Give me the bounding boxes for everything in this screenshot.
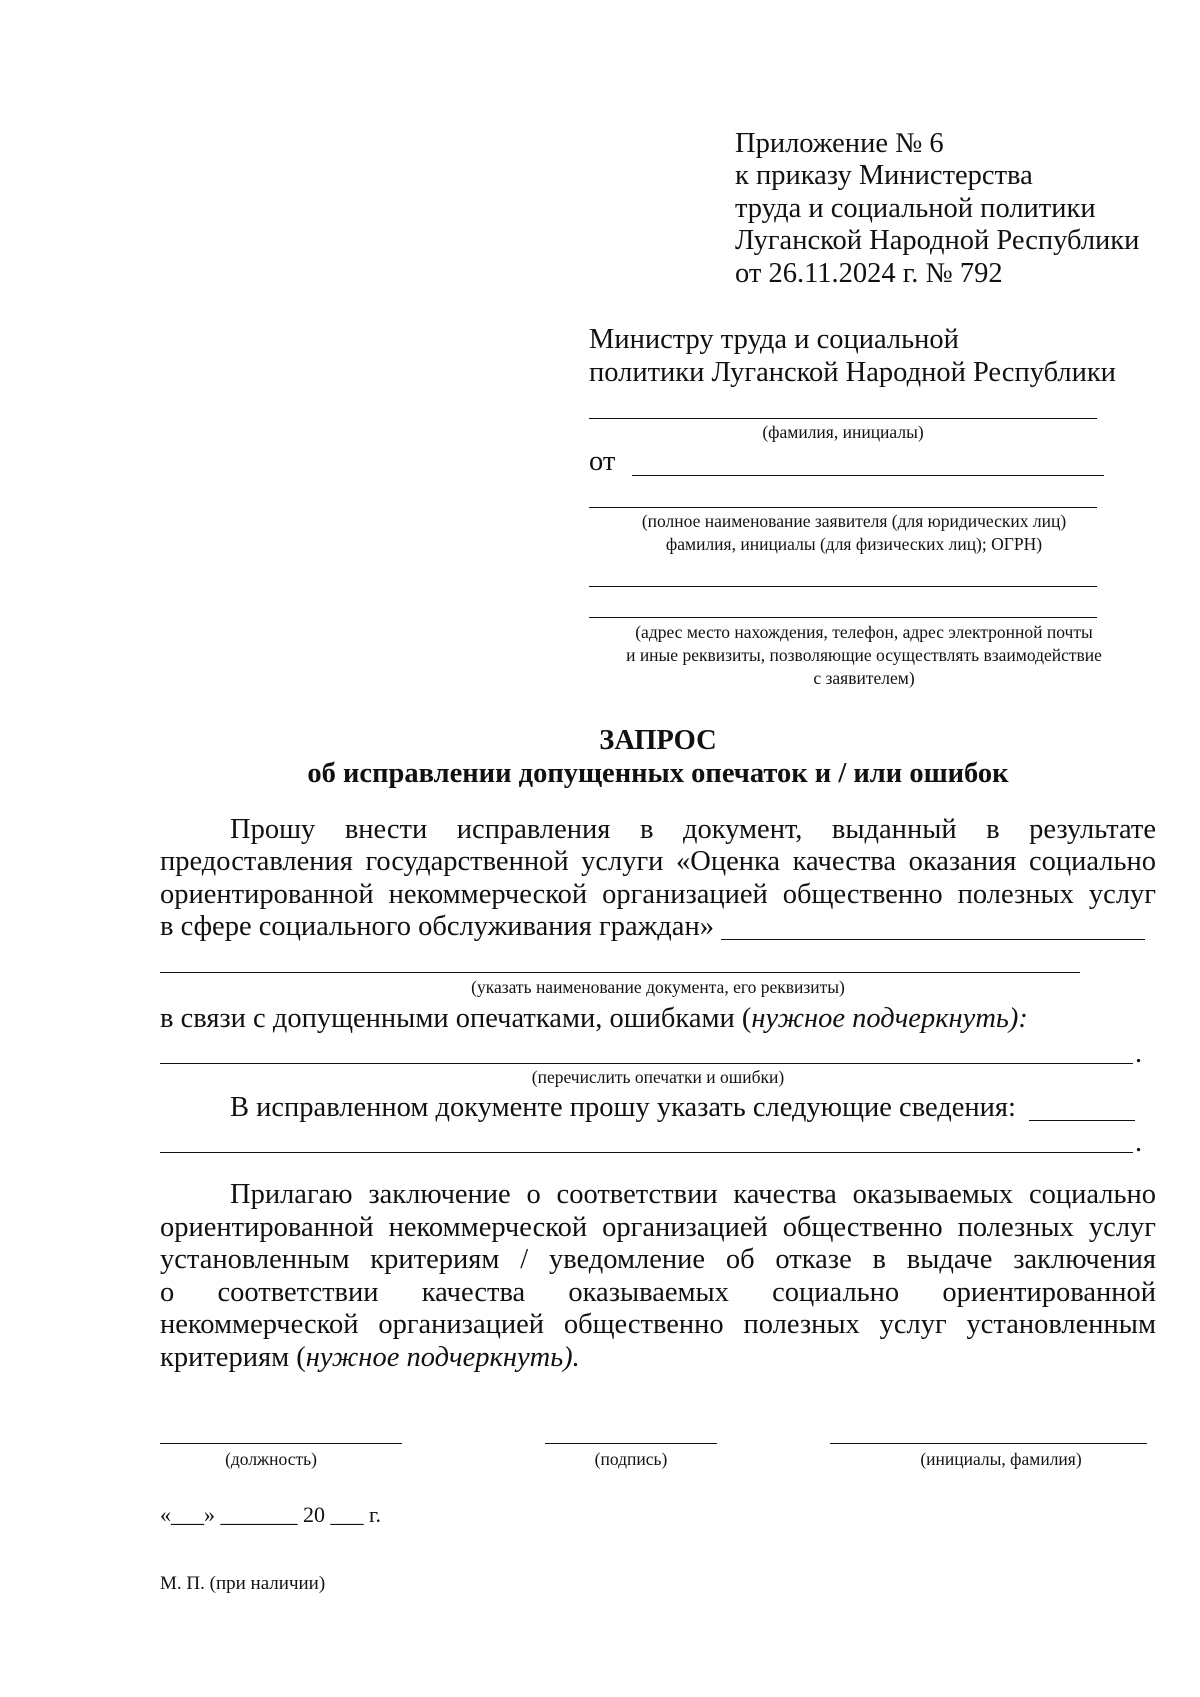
hint-signature: (подпись) xyxy=(594,1449,668,1469)
address-blank-line-1 xyxy=(589,586,1097,587)
p2-line-6 xyxy=(160,1342,580,1375)
p1-line-2: предоставления государственной услуги «Оценка качества оказания социально xyxy=(160,846,1156,877)
stamp-note: М. П. (при наличии) xyxy=(160,1573,326,1594)
addressee-line-1: Министру труда и социальной xyxy=(589,324,959,355)
signature-blank-line xyxy=(545,1443,717,1444)
corrected-blank-line-2 xyxy=(160,1152,1133,1153)
from-blank-line xyxy=(632,475,1104,476)
errors-line xyxy=(160,1003,1028,1036)
hint-initials-name: (инициалы, фамилия) xyxy=(920,1449,1082,1469)
document-blank-line-1 xyxy=(721,939,1145,940)
p2-line-6-text: критериям ( xyxy=(160,1342,306,1373)
hint-address-1: (адрес место нахождения, телефон, адрес электронной почты xyxy=(635,622,1093,642)
applicant-blank-line xyxy=(589,507,1097,508)
hint-address-3: с заявителем) xyxy=(813,668,915,688)
hint-applicant-1: (полное наименование заявителя (для юридических лиц) xyxy=(641,511,1067,531)
appendix-line-1: Приложение № 6 xyxy=(735,128,944,159)
p2-line-4: о соответствии качества оказываемых социально ориентированной xyxy=(160,1277,1156,1308)
hint-name: (фамилия, инициалы) xyxy=(762,422,924,442)
p2-line-2: ориентированной некоммерческой организацией общественно полезных услуг xyxy=(160,1212,1156,1243)
document-blank-line-2 xyxy=(160,972,1080,973)
from-label: от xyxy=(589,446,616,477)
appendix-line-2: к приказу Министерства xyxy=(735,160,1033,191)
corrected-blank-line-1 xyxy=(1029,1120,1135,1121)
appendix-line-5: от 26.11.2024 г. № 792 xyxy=(735,258,1003,289)
appendix-line-3: труда и социальной политики xyxy=(735,193,1096,224)
p1-line-1: Прошу внести исправления в документ, выданный в результате xyxy=(230,814,1156,845)
name-blank-line xyxy=(589,418,1097,419)
hint-applicant-2: фамилия, инициалы (для физических лиц); ОГРН) xyxy=(665,534,1043,554)
address-blank-line-2 xyxy=(589,617,1097,618)
errors-italic: нужное подчеркнуть): xyxy=(751,1003,1028,1034)
name-signature-blank-line xyxy=(830,1443,1147,1444)
hint-document: (указать наименование документа, его реквизиты) xyxy=(471,977,845,997)
p2-line-5: некоммерческой организацией общественно полезных услуг установленным xyxy=(160,1309,1156,1340)
p2-line-1: Прилагаю заключение о соответствии качества оказываемых социально xyxy=(230,1179,1156,1210)
p2-line-3: установленным критериям / уведомление об отказе в выдаче заключения xyxy=(160,1244,1156,1275)
p2-line-6-italic: нужное подчеркнуть). xyxy=(305,1342,580,1373)
document-subtitle: об исправлении допущенных опечаток и / или ошибок xyxy=(307,758,1009,789)
hint-errors: (перечислить опечатки и ошибки) xyxy=(531,1067,785,1087)
appendix-line-4: Луганской Народной Республики xyxy=(735,225,1140,256)
position-blank-line xyxy=(160,1443,402,1444)
p1-line-4: в сфере социального обслуживания граждан» xyxy=(160,911,714,942)
hint-position: (должность) xyxy=(225,1449,317,1469)
errors-text: в связи с допущенными опечатками, ошибками ( xyxy=(160,1003,752,1034)
p1-line-3: ориентированной некоммерческой организацией общественно полезных услуг xyxy=(160,879,1156,910)
corrected-line: В исправленном документе прошу указать следующие сведения: xyxy=(230,1092,1016,1123)
errors-blank-line xyxy=(160,1063,1133,1064)
hint-address-2: и иные реквизиты, позволяющие осуществлять взаимодействие xyxy=(626,645,1102,665)
document-title: ЗАПРОС xyxy=(599,725,717,756)
date-line: «___» _______ 20 ___ г. xyxy=(160,1502,382,1527)
addressee-line-2: политики Луганской Народной Республики xyxy=(589,357,1116,388)
errors-period: . xyxy=(1135,1038,1143,1069)
corrected-period: . xyxy=(1135,1127,1143,1158)
